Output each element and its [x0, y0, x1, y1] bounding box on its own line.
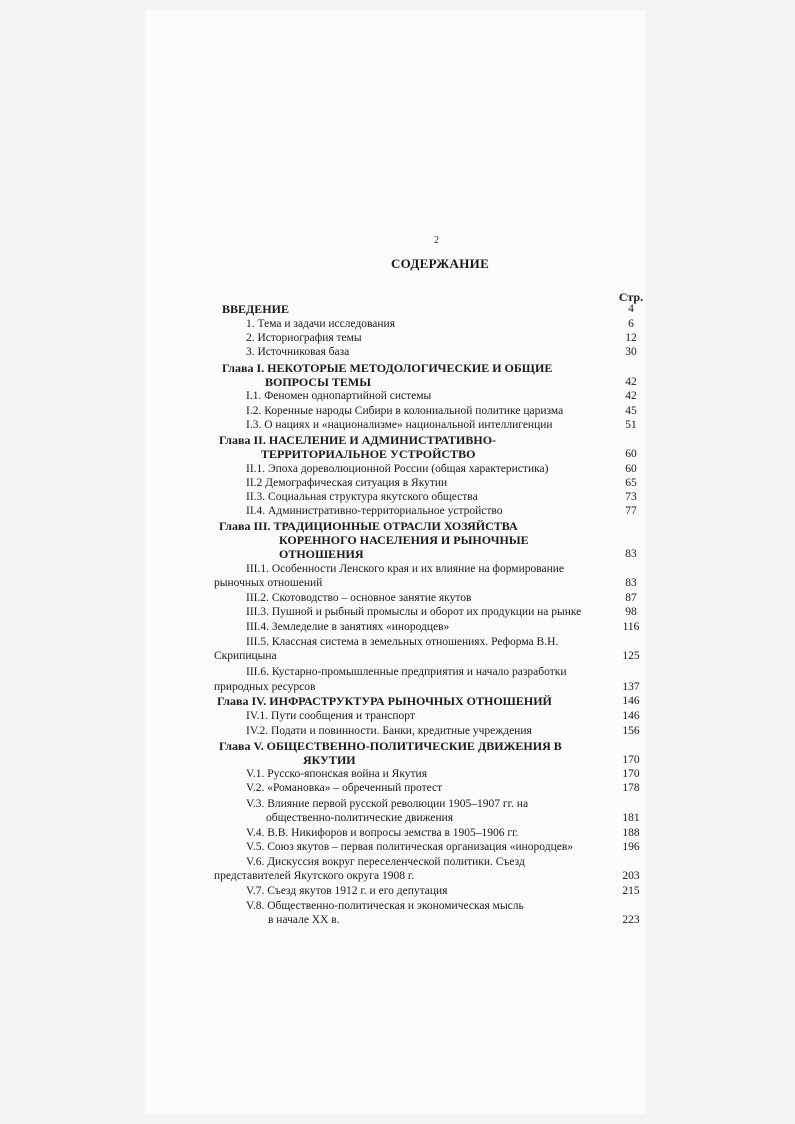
toc-page-number: 137 — [622, 681, 640, 693]
toc-entry: III.4. Земледелие в занятиях «инородцев» — [246, 621, 450, 633]
toc-entry: III.1. Особенности Ленского края и их влияние на формирование — [246, 563, 565, 575]
toc-chapter-heading: Глава IV. ИНФРАСТРУКТУРА РЫНОЧНЫХ ОТНОШЕНИЙ — [217, 694, 552, 708]
toc-entry: V.6. Дискуссия вокруг переселенческой политики. Съезд — [246, 856, 525, 868]
toc-entry: I.3. О нациях и «национализме» национальной интеллигенции — [246, 419, 553, 431]
toc-page-number: 30 — [625, 346, 637, 358]
toc-entry: II.3. Социальная структура якутского общества — [246, 491, 478, 503]
toc-page-number: 87 — [625, 592, 637, 604]
toc-page-number: 146 — [622, 695, 640, 707]
toc-page-number: 188 — [622, 827, 640, 839]
toc-entry: III.6. Кустарно-промышленные предприятия и начало разработки — [246, 666, 567, 678]
toc-page-number: 6 — [628, 318, 634, 330]
toc-chapter-heading: Глава V. ОБЩЕСТВЕННО-ПОЛИТИЧЕСКИЕ ДВИЖЕНИЯ В — [219, 739, 562, 753]
toc-entry: III.5. Классная система в земельных отношениях. Реформа В.Н. — [246, 636, 559, 648]
toc-entry: рыночных отношений — [214, 577, 323, 589]
toc-page-number: 4 — [628, 303, 634, 315]
toc-entry: II.4. Административно-территориальное устройство — [246, 505, 503, 517]
toc-entry: ВВЕДЕНИЕ — [222, 302, 289, 316]
toc-page-number: 42 — [625, 376, 637, 388]
toc-entry: природных ресурсов — [214, 681, 316, 693]
toc-entry: Скрипицына — [214, 650, 277, 662]
toc-entry: V.4. В.В. Никифоров и вопросы земства в 1905–1906 гг. — [246, 827, 519, 839]
toc-page-number: 203 — [622, 870, 640, 882]
toc-entry: 1. Тема и задачи исследования — [246, 318, 395, 330]
toc-entry: III.3. Пушной и рыбный промыслы и оборот их продукции на рынке — [246, 606, 582, 618]
toc-entry: II.2 Демографическая ситуация в Якутии — [246, 477, 448, 489]
toc-chapter-heading: Глава III. ТРАДИЦИОННЫЕ ОТРАСЛИ ХОЗЯЙСТВА — [219, 519, 518, 533]
toc-page-number: 73 — [625, 491, 637, 503]
toc-page-number: 60 — [625, 463, 637, 475]
toc-page-number: 196 — [622, 841, 640, 853]
toc-page-number: 42 — [625, 390, 637, 402]
toc-page-number: 170 — [622, 768, 640, 780]
toc-entry: в начале XX в. — [268, 914, 340, 926]
toc-page-number: 83 — [625, 577, 637, 589]
toc-page-number: 12 — [625, 332, 637, 344]
toc-entry: V.8. Общественно-политическая и экономическая мысль — [246, 900, 524, 912]
toc-chapter-heading: Глава I. НЕКОТОРЫЕ МЕТОДОЛОГИЧЕСКИЕ И ОБЩИЕ — [222, 361, 553, 375]
toc-page-number: 223 — [622, 914, 640, 926]
toc-chapter-heading: Глава II. НАСЕЛЕНИЕ И АДМИНИСТРАТИВНО- — [219, 433, 497, 447]
toc-entry: III.2. Скотоводство – основное занятие якутов — [246, 592, 472, 604]
toc-page-number: 156 — [622, 725, 640, 737]
toc-chapter-heading: ЯКУТИИ — [303, 753, 356, 767]
toc-chapter-heading: ВОПРОСЫ ТЕМЫ — [265, 375, 371, 389]
toc-page-number: 178 — [622, 782, 640, 794]
toc-entry: V.3. Влияние первой русской революции 1905–1907 гг. на — [246, 798, 529, 810]
toc-entry: V.2. «Романовка» – обреченный протест — [246, 782, 443, 794]
toc-page-number: 51 — [625, 419, 637, 431]
toc-entry: IV.2. Подати и повинности. Банки, кредитные учреждения — [246, 725, 532, 737]
toc-page-number: 65 — [625, 477, 637, 489]
toc-entry: 3. Источниковая база — [246, 346, 350, 358]
toc-page-number: 77 — [625, 505, 637, 517]
toc-page-number: 98 — [625, 606, 637, 618]
toc-entry: IV.1. Пути сообщения и транспорт — [246, 710, 415, 722]
toc-page-number: 146 — [622, 710, 640, 722]
toc-page-number: 215 — [622, 885, 640, 897]
toc-page-number: 116 — [622, 621, 640, 633]
toc-entry: V.5. Союз якутов – первая политическая организация «инородцев» — [246, 841, 574, 853]
toc-entry: 2. Историография темы — [246, 332, 362, 344]
toc-entry: I.1. Феномен однопартийной системы — [246, 390, 432, 402]
toc-page-number: 45 — [625, 405, 637, 417]
toc-entry: общественно-политические движения — [266, 812, 454, 824]
toc-entry: V.7. Съезд якутов 1912 г. и его депутация — [246, 885, 448, 897]
page-column-header: Стр. — [618, 290, 644, 304]
toc-entry: V.1. Русско-японская война и Якутия — [246, 768, 428, 780]
toc-chapter-heading: ОТНОШЕНИЯ — [279, 547, 364, 561]
toc-entry: II.1. Эпоха дореволюционной России (общая характеристика) — [246, 463, 549, 475]
page-number: 2 — [434, 235, 439, 246]
toc-chapter-heading: ТЕРРИТОРИАЛЬНОЕ УСТРОЙСТВО — [261, 447, 476, 461]
toc-entry: I.2. Коренные народы Сибири в колониальной политике царизма — [246, 405, 564, 417]
page-title: СОДЕРЖАНИЕ — [390, 256, 490, 271]
toc-page-number: 125 — [622, 650, 640, 662]
toc-page-number: 83 — [625, 548, 637, 560]
toc-entry: представителей Якутского округа 1908 г. — [214, 870, 415, 882]
toc-page-number: 170 — [622, 754, 640, 766]
toc-page-number: 60 — [625, 448, 637, 460]
toc-chapter-heading: КОРЕННОГО НАСЕЛЕНИЯ И РЫНОЧНЫЕ — [279, 533, 529, 547]
toc-page-number: 181 — [622, 812, 640, 824]
